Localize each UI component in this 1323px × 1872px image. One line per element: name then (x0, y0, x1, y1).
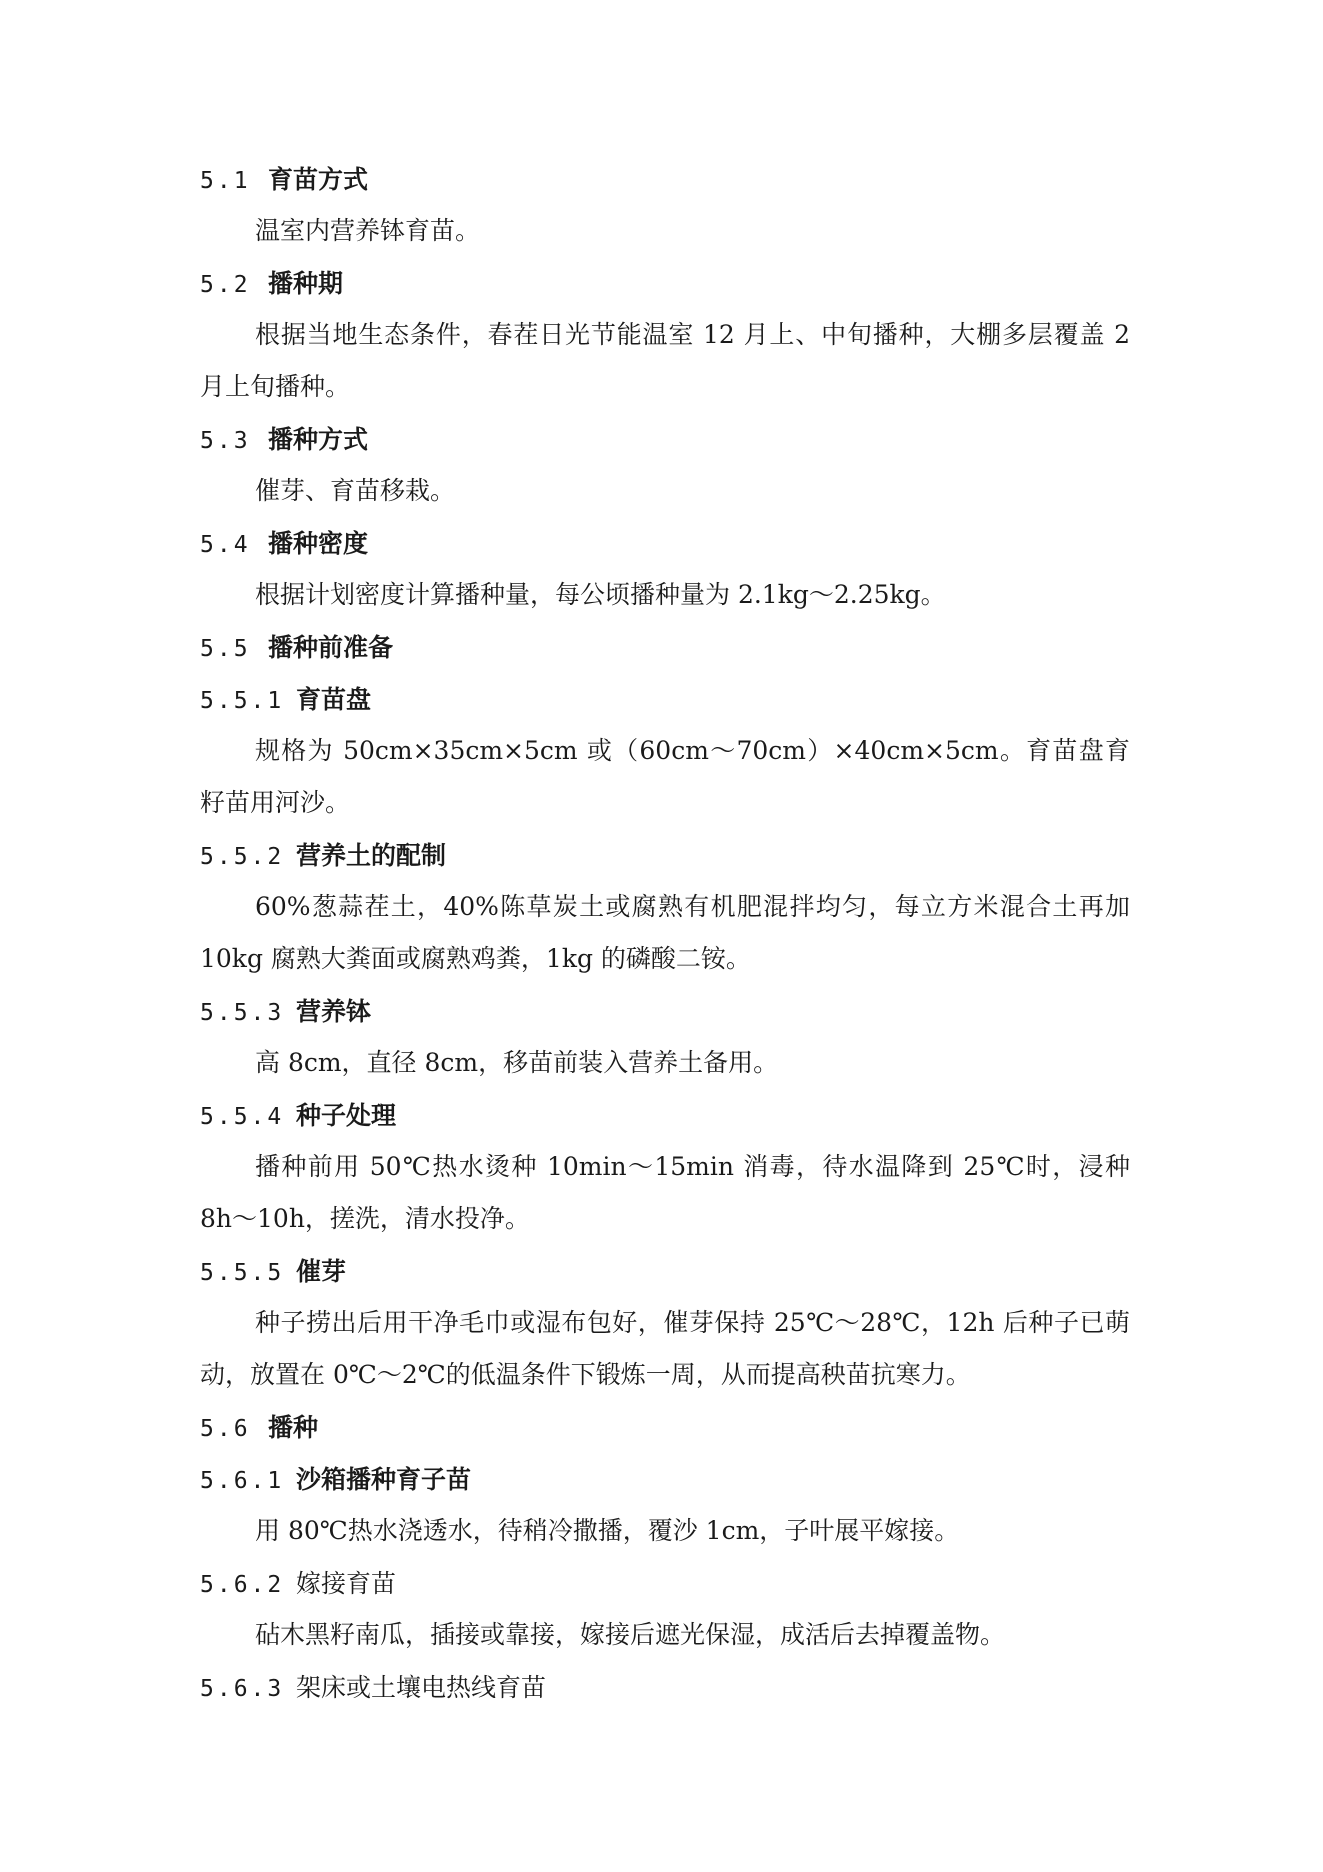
section-title: 催芽 (296, 1257, 347, 1286)
section-paragraph: 温室内营养钵育苗。 (255, 216, 481, 245)
section-paragraph: 根据计划密度计算播种量，每公顷播种量为 2.1kg～2.25kg。 (255, 580, 946, 609)
section-heading (200, 1410, 318, 1446)
section-number: 5.2 (200, 272, 251, 298)
section-title: 嫁接育苗 (296, 1569, 397, 1598)
section-number: 5.6.3 (200, 1676, 285, 1702)
section-title: 播种前准备 (268, 633, 394, 662)
section-title: 营养土的配制 (296, 841, 447, 870)
section-heading (200, 526, 368, 562)
section-title: 育苗盘 (296, 685, 372, 714)
section-heading (200, 1462, 471, 1498)
section-heading (200, 838, 446, 874)
section-title: 播种期 (268, 269, 344, 298)
section-heading (200, 682, 371, 718)
section-paragraph: 播种前用 50℃热水烫种 10min～15min 消毒，待水温降到 25℃时，浸种 8h～10h，搓洗，清水投净。 (200, 1152, 1130, 1233)
section-number: 5.5.1 (200, 688, 285, 714)
section-heading (200, 266, 343, 302)
section-paragraph: 60%葱蒜茬土，40%陈草炭土或腐熟有机肥混拌均匀，每立方米混合土再加 10kg 腐熟大粪面或腐熟鸡粪，1kg 的磷酸二铵。 (200, 892, 1130, 973)
section-title: 播种方式 (268, 425, 369, 454)
section-title: 种子处理 (296, 1101, 397, 1130)
section-number: 5.1 (200, 168, 251, 194)
section-heading (200, 1098, 396, 1134)
section-paragraph: 催芽、育苗移栽。 (255, 476, 456, 505)
section-number: 5.5.5 (200, 1260, 285, 1286)
section-number: 5.3 (200, 428, 251, 454)
section-paragraph: 用 80℃热水浇透水，待稍冷撒播，覆沙 1cm，子叶展平嫁接。 (255, 1516, 960, 1545)
section-number: 5.4 (200, 532, 251, 558)
section-heading (200, 162, 368, 198)
section-title: 播种 (268, 1413, 319, 1442)
section-number: 5.5.2 (200, 844, 285, 870)
section-heading (200, 994, 371, 1030)
section-title: 营养钵 (296, 997, 372, 1026)
section-number: 5.5 (200, 636, 251, 662)
section-paragraph: 砧木黑籽南瓜，插接或靠接，嫁接后遮光保湿，成活后去掉覆盖物。 (255, 1620, 1006, 1649)
section-heading (200, 1670, 546, 1706)
section-heading (200, 422, 368, 458)
section-title: 播种密度 (268, 529, 369, 558)
section-heading (200, 1566, 396, 1602)
section-title: 架床或土壤电热线育苗 (296, 1673, 547, 1702)
section-number: 5.5.3 (200, 1000, 285, 1026)
section-paragraph: 高 8cm，直径 8cm，移苗前装入营养土备用。 (255, 1048, 779, 1077)
section-number: 5.6.2 (200, 1572, 285, 1598)
section-number: 5.6.1 (200, 1468, 285, 1494)
section-number: 5.6 (200, 1416, 251, 1442)
section-heading (200, 630, 393, 666)
section-paragraph: 规格为 50cm×35cm×5cm 或（60cm～70cm）×40cm×5cm。育苗盘育籽苗用河沙。 (200, 736, 1130, 817)
section-paragraph: 根据当地生态条件，春茬日光节能温室 12 月上、中旬播种，大棚多层覆盖 2 月上旬播种。 (200, 320, 1130, 401)
section-paragraph: 种子捞出后用干净毛巾或湿布包好，催芽保持 25℃～28℃，12h 后种子已萌动，放置在 0℃～2℃的低温条件下锻炼一周，从而提高秧苗抗寒力。 (200, 1308, 1130, 1389)
section-title: 沙箱播种育子苗 (296, 1465, 472, 1494)
section-number: 5.5.4 (200, 1104, 285, 1130)
section-title: 育苗方式 (268, 165, 369, 194)
section-heading (200, 1254, 346, 1290)
